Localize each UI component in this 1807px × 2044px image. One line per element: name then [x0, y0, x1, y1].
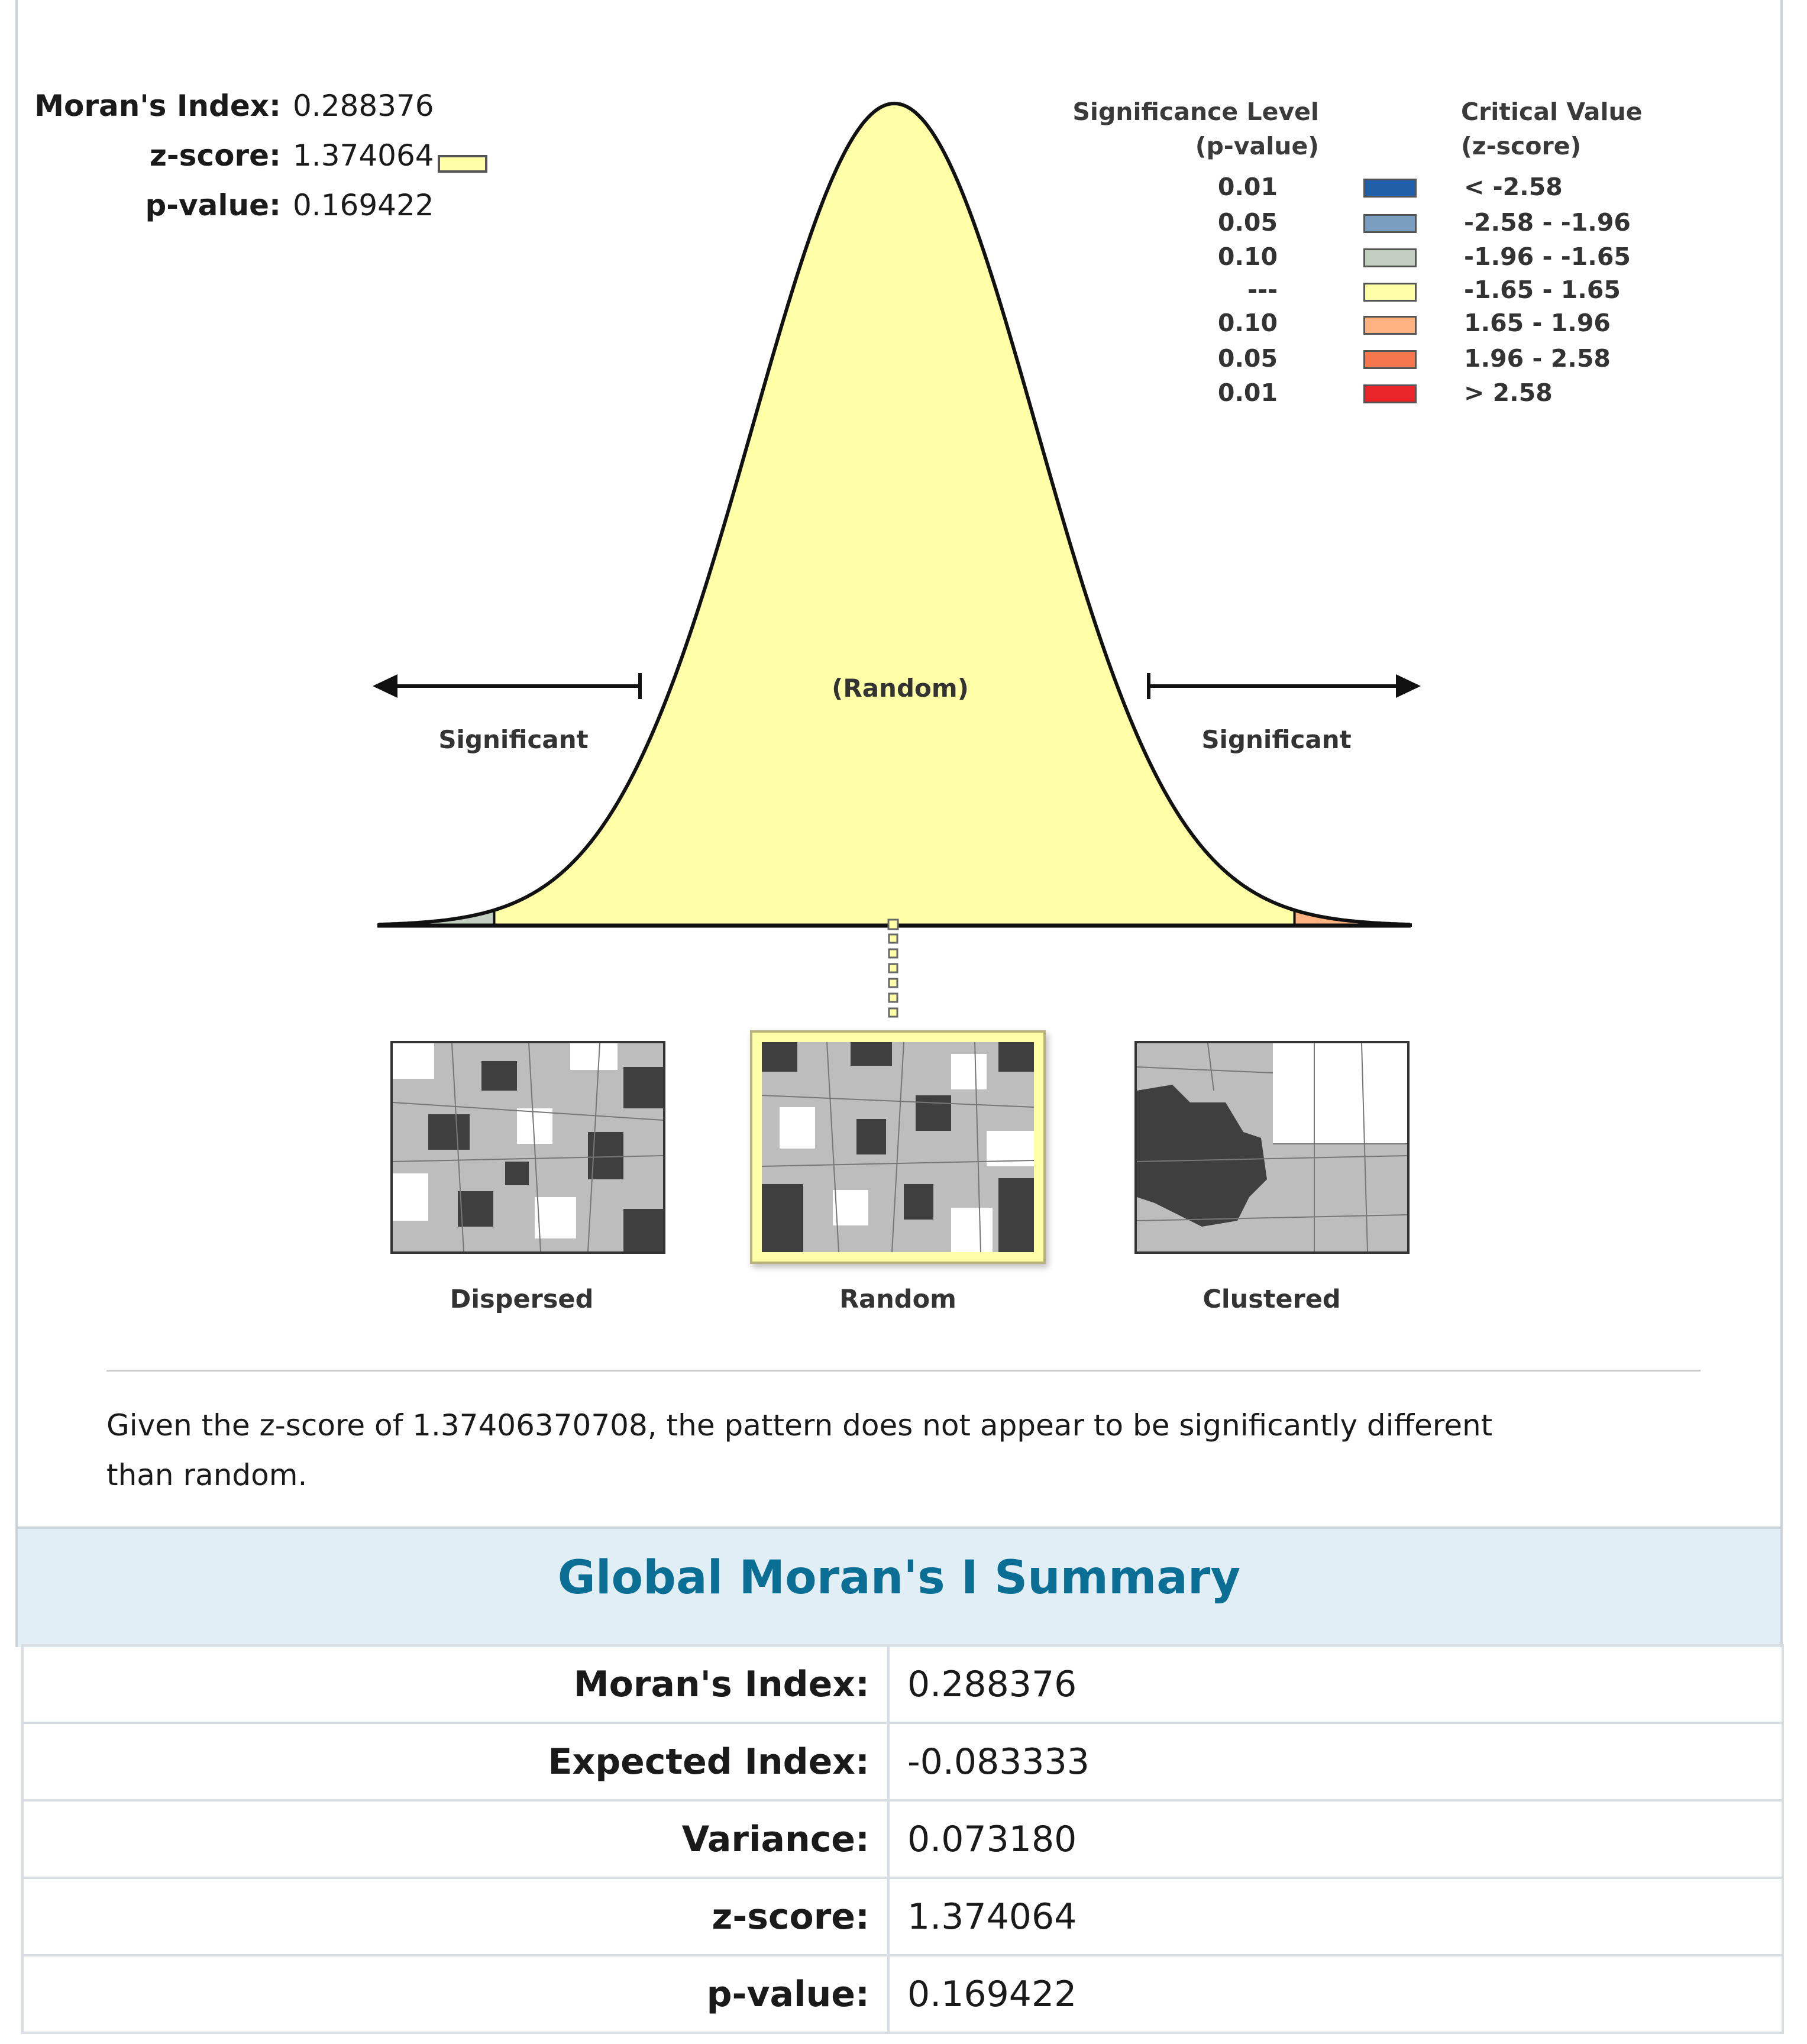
- clustered-map-thumbnail: [1134, 1041, 1410, 1254]
- stat-label: p-value:: [145, 188, 281, 222]
- curve-bands: [379, 104, 1411, 926]
- summary-row: [22, 1878, 1783, 1955]
- right-arrow-icon: [1149, 673, 1421, 699]
- random-zone-label: (Random): [832, 674, 969, 703]
- summary-row-label: Variance:: [22, 1800, 888, 1878]
- legend-z-range: > 2.58: [1464, 379, 1553, 407]
- stat-label: z-score:: [149, 138, 281, 173]
- legend-p-value: ---: [1247, 276, 1278, 304]
- significant-right-label: Significant: [1201, 725, 1352, 754]
- curve-band: [494, 104, 1295, 926]
- legend-p-value: 0.01: [1217, 379, 1278, 407]
- summary-row: [22, 1800, 1783, 1878]
- summary-table: [21, 1644, 1784, 2034]
- interpretation-text: [106, 1401, 1703, 1500]
- significance-header-line1: Significance Level: [1072, 98, 1319, 126]
- z-score-marker: [888, 920, 898, 1017]
- summary-row-value: 0.169422: [888, 1955, 1783, 2033]
- legend-p-value: 0.10: [1217, 309, 1278, 337]
- summary-row-value: -0.083333: [888, 1723, 1783, 1800]
- interpretation-line1: Given the z-score of 1.37406370708, the pattern does not appear to be significantly different: [106, 1408, 1493, 1443]
- dispersed-map-thumbnail: [390, 1041, 665, 1254]
- legend-z-range: 1.96 - 2.58: [1464, 344, 1611, 373]
- legend-z-range: < -2.58: [1464, 173, 1563, 201]
- critical-value-header-line1: Critical Value: [1461, 98, 1643, 126]
- legend-p-value: 0.05: [1217, 344, 1278, 373]
- divider: [106, 1370, 1701, 1372]
- stat-value: 0.169422: [293, 188, 434, 222]
- summary-row: [22, 1723, 1783, 1800]
- stat-value: 0.288376: [293, 89, 434, 123]
- random-label: Random: [839, 1285, 956, 1314]
- stat-label: Moran's Index:: [34, 89, 281, 123]
- legend-z-range: -1.96 - -1.65: [1464, 242, 1631, 271]
- summary-row-label: z-score:: [22, 1878, 888, 1955]
- legend-z-range: 1.65 - 1.96: [1464, 309, 1611, 337]
- legend-p-value: 0.10: [1217, 242, 1278, 271]
- left-arrow-icon: [373, 673, 640, 699]
- summary-row-label: p-value:: [22, 1955, 888, 2033]
- summary-row-label: Expected Index:: [22, 1723, 888, 1800]
- summary-row: [22, 1955, 1783, 2033]
- significant-left-label: Significant: [438, 725, 589, 754]
- critical-value-header-line2: (z-score): [1461, 132, 1582, 160]
- summary-header: [15, 1529, 1783, 1647]
- summary-row-value: 0.073180: [888, 1800, 1783, 1878]
- summary-row-value: 0.288376: [888, 1645, 1783, 1723]
- legend-z-range: -2.58 - -1.96: [1464, 208, 1631, 237]
- legend-p-value: 0.05: [1217, 208, 1278, 237]
- summary-row-label: Moran's Index:: [22, 1645, 888, 1723]
- clustered-label: Clustered: [1202, 1285, 1341, 1314]
- dispersed-label: Dispersed: [450, 1285, 594, 1314]
- summary-row-value: 1.374064: [888, 1878, 1783, 1955]
- interpretation-line2: than random.: [106, 1458, 308, 1492]
- random-map-thumbnail: [750, 1030, 1046, 1264]
- summary-title: Global Moran's I Summary: [557, 1551, 1241, 1605]
- significance-header-line2: (p-value): [1195, 132, 1319, 160]
- stat-value: 1.374064: [293, 138, 434, 173]
- legend-p-value: 0.01: [1217, 173, 1278, 201]
- summary-row: [22, 1645, 1783, 1723]
- legend-z-range: -1.65 - 1.65: [1464, 276, 1621, 304]
